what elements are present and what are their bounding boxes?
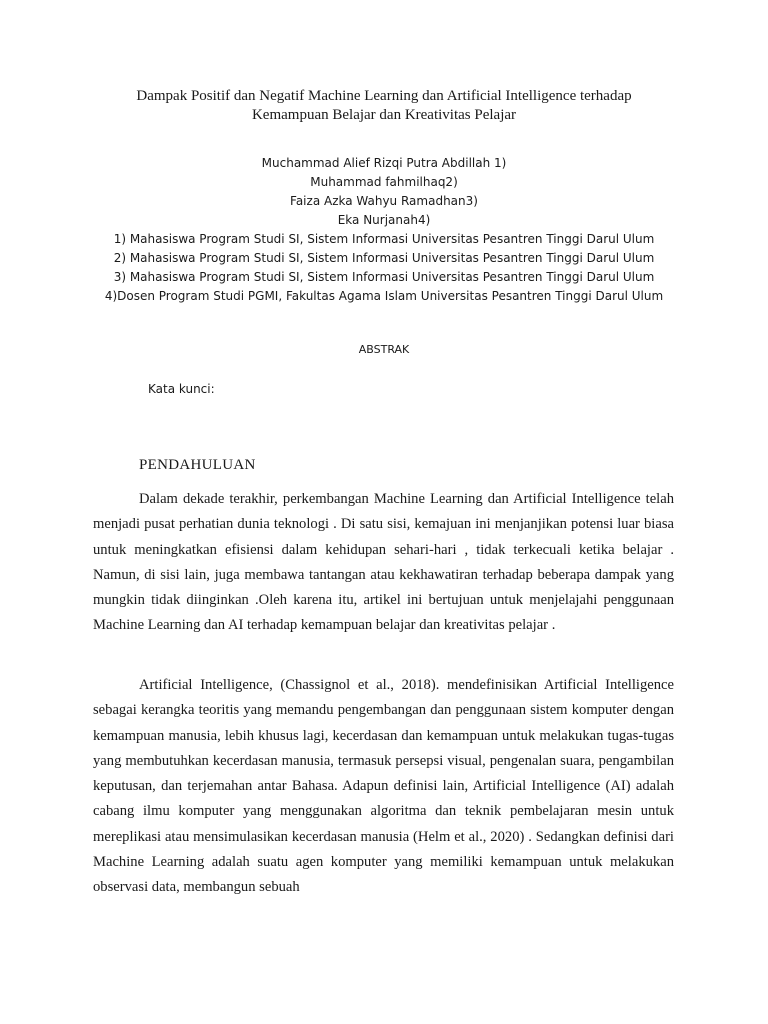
author-4: Eka Nurjanah4) (337, 213, 431, 227)
affiliation-1: 1) Mahasiswa Program Studi SI, Sistem Informasi Universitas Pesantren Tinggi Darul Ulum (113, 232, 655, 246)
abstract-heading: ABSTRAK (358, 343, 410, 356)
title-line-1: Dampak Positif dan Negatif Machine Learning dan Artificial Intelligence terhadap (136, 88, 632, 104)
title-line-2: Kemampuan Belajar dan Kreativitas Pelajar (251, 107, 517, 123)
author-3: Faiza Azka Wahyu Ramadhan3) (290, 194, 478, 208)
body-paragraph-1: Dalam dekade terakhir, perkembangan Machine Learning dan Artificial Intelligence telah menjadi pusat perhatian dunia teknologi . Di satu sisi, kemajuan ini menjanjikan potensi luar biasa untuk meningkatkan efisiensi dalam kehidupan sehari-hari , tidak terkecuali ketika belajar . Namun, di sisi lain, juga membawa tantangan atau kekhawatiran terhadap beberapa dampak yang mungkin tidak diinginkan .Oleh karena itu, artikel ini bertujuan untuk menjelajahi penggunaan Machine Learning dan AI terhadap kemampuan belajar dan kreativitas pelajar . (93, 491, 674, 634)
affiliation-3: 3) Mahasiswa Program Studi SI, Sistem Informasi Universitas Pesantren Tinggi Darul Ulum (113, 270, 655, 284)
body-paragraph-2: Artificial Intelligence, (Chassignol et al., 2018). mendefinisikan Artificial Intelligence sebagai kerangka teoritis yang memandu pengembangan dan penggunaan sistem komputer dengan kemampuan manusia, lebih khusus lagi, kecerdasan dan kemampuan untuk melakukan tugas-tugas yang membutuhkan kecerdasan manusia, termasuk persepsi visual, pengenalan suara, pengambilan keputusan, dan terjemahan antar Bahasa. Adapun definisi lain, Artificial Intelligence (AI) adalah cabang ilmu komputer yang menggunakan algoritma dan teknik pembelajaran mesin untuk mereplikasi atau mensimulasikan kecerdasan manusia (Helm et al., 2020) . Sedangkan definisi dari Machine Learning adalah suatu agen komputer yang memiliki kemampuan untuk melakukan observasi data, membangun sebuah (93, 677, 674, 896)
document-title (60, 87, 708, 125)
author-1: Muchammad Alief Rizqi Putra Abdillah 1) (261, 156, 507, 170)
keywords-label: Kata kunci: (148, 382, 215, 396)
affiliation-4: 4)Dosen Program Studi PGMI, Fakultas Agama Islam Universitas Pesantren Tinggi Darul Ulum (104, 289, 664, 303)
section-heading: PENDAHULUAN (139, 457, 256, 473)
affiliation-2: 2) Mahasiswa Program Studi SI, Sistem Informasi Universitas Pesantren Tinggi Darul Ulum (113, 251, 655, 265)
author-block (40, 154, 728, 306)
author-2: Muhammad fahmilhaq2) (310, 175, 458, 189)
